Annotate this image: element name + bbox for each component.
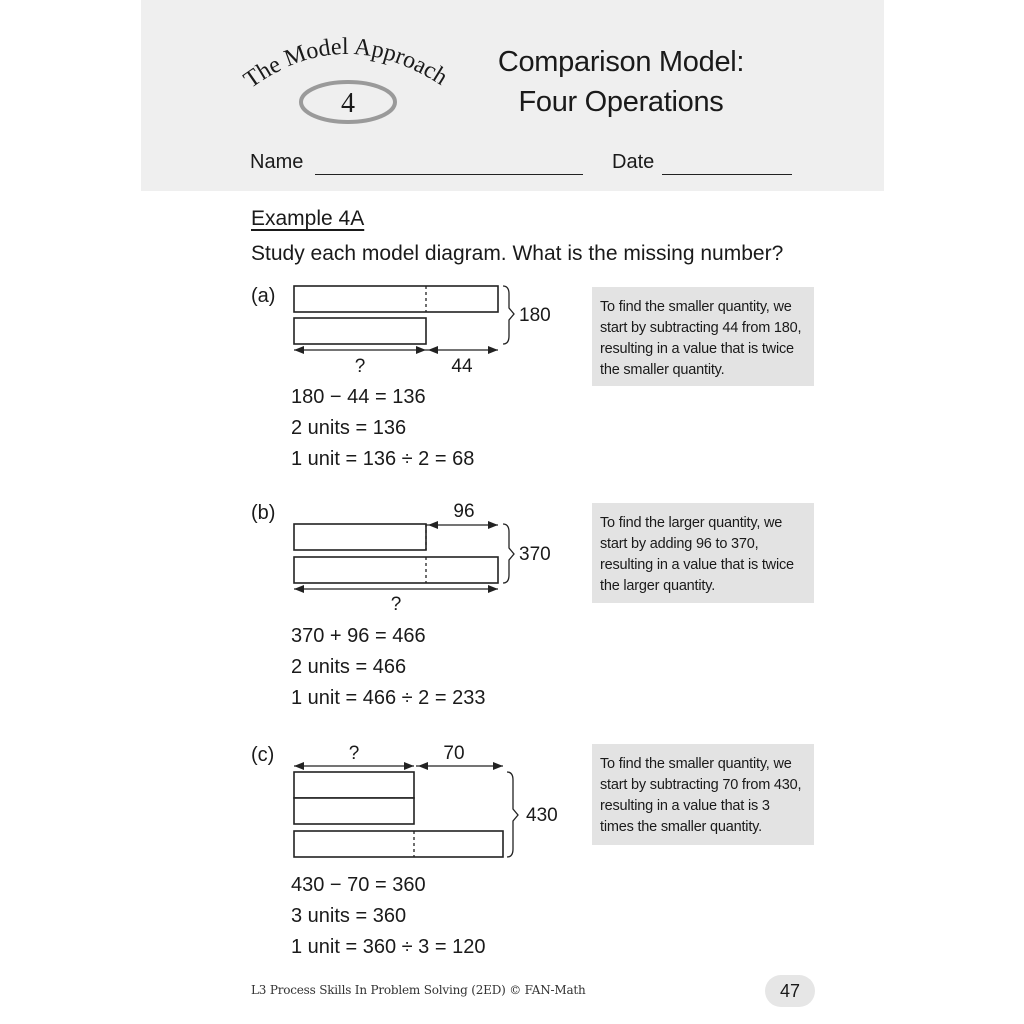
- calc-line: 1 unit = 136 ÷ 2 = 68: [291, 448, 475, 470]
- header-band: [141, 0, 884, 191]
- part-b-brace: [503, 524, 514, 583]
- question-text: Study each model diagram. What is the missing number?: [251, 242, 784, 265]
- calc-line: 370 + 96 = 466: [291, 625, 426, 647]
- part-b-difference: 96: [453, 501, 475, 522]
- part-c-note: To find the smaller quantity, we start by subtracting 70 from 430, resulting in a value that is 3 times the smaller quantity.: [592, 744, 814, 845]
- calc-line: 180 − 44 = 136: [291, 386, 426, 408]
- part-b-smaller-bar: [294, 524, 426, 550]
- footer-text: L3 Process Skills In Problem Solving (2ED) © FAN-Math: [251, 983, 586, 997]
- part-a-unknown: ?: [354, 356, 366, 377]
- part-a-larger-bar: [294, 286, 498, 312]
- logo-number: 4: [341, 88, 355, 119]
- title-line-1: Comparison Model:: [497, 46, 745, 78]
- calc-line: 430 − 70 = 360: [291, 874, 426, 896]
- part-b-note: To find the larger quantity, we start by adding 96 to 370, resulting in a value that is twice the larger quantity.: [592, 503, 814, 603]
- part-a-note: To find the smaller quantity, we start by subtracting 44 from 180, resulting in a value that is twice the smaller quantity.: [592, 287, 814, 386]
- part-c-larger-bar: [294, 831, 503, 857]
- part-c-brace: [507, 772, 518, 857]
- part-a-smaller-bar: [294, 318, 426, 344]
- part-a-total: 180: [519, 305, 551, 326]
- date-label: Date: [612, 151, 655, 173]
- calc-line: 3 units = 360: [291, 905, 407, 927]
- example-title: Example 4A: [251, 207, 365, 230]
- part-a-difference: 44: [451, 356, 473, 377]
- part-c-difference: 70: [443, 743, 465, 764]
- calc-line: 1 unit = 360 ÷ 3 = 120: [291, 936, 486, 958]
- part-b-larger-bar: [294, 557, 498, 583]
- worksheet-page: [141, 0, 884, 1024]
- part-a-brace: [503, 286, 514, 344]
- part-a-label: (a): [251, 285, 276, 307]
- title-line-2: Four Operations: [518, 86, 724, 118]
- part-c-label: (c): [251, 744, 275, 766]
- logo-text: The Model Approach: [239, 33, 453, 94]
- page-number: 47: [765, 975, 815, 1007]
- part-c-smaller-bar-2: [294, 798, 414, 824]
- part-c-calculation: [291, 870, 485, 963]
- part-b-model-diagram: [291, 498, 571, 618]
- name-field[interactable]: [315, 174, 583, 175]
- calc-line: 2 units = 466: [291, 656, 407, 678]
- calc-line: 2 units = 136: [291, 417, 407, 439]
- part-b-unknown: ?: [390, 594, 402, 615]
- part-c-total: 430: [526, 805, 558, 826]
- date-field[interactable]: [662, 174, 792, 175]
- name-label: Name: [250, 151, 304, 173]
- part-c-unknown: ?: [348, 743, 360, 764]
- page-title: [461, 42, 781, 122]
- part-a-model-diagram: [291, 280, 571, 380]
- calc-line: 1 unit = 466 ÷ 2 = 233: [291, 687, 486, 709]
- part-c-smaller-bar-1: [294, 772, 414, 798]
- part-b-total: 370: [519, 544, 551, 565]
- part-c-model-diagram: [291, 740, 581, 862]
- part-b-label: (b): [251, 502, 276, 524]
- model-approach-logo: [237, 28, 457, 138]
- part-b-calculation: [291, 621, 485, 714]
- part-a-calculation: [291, 382, 474, 475]
